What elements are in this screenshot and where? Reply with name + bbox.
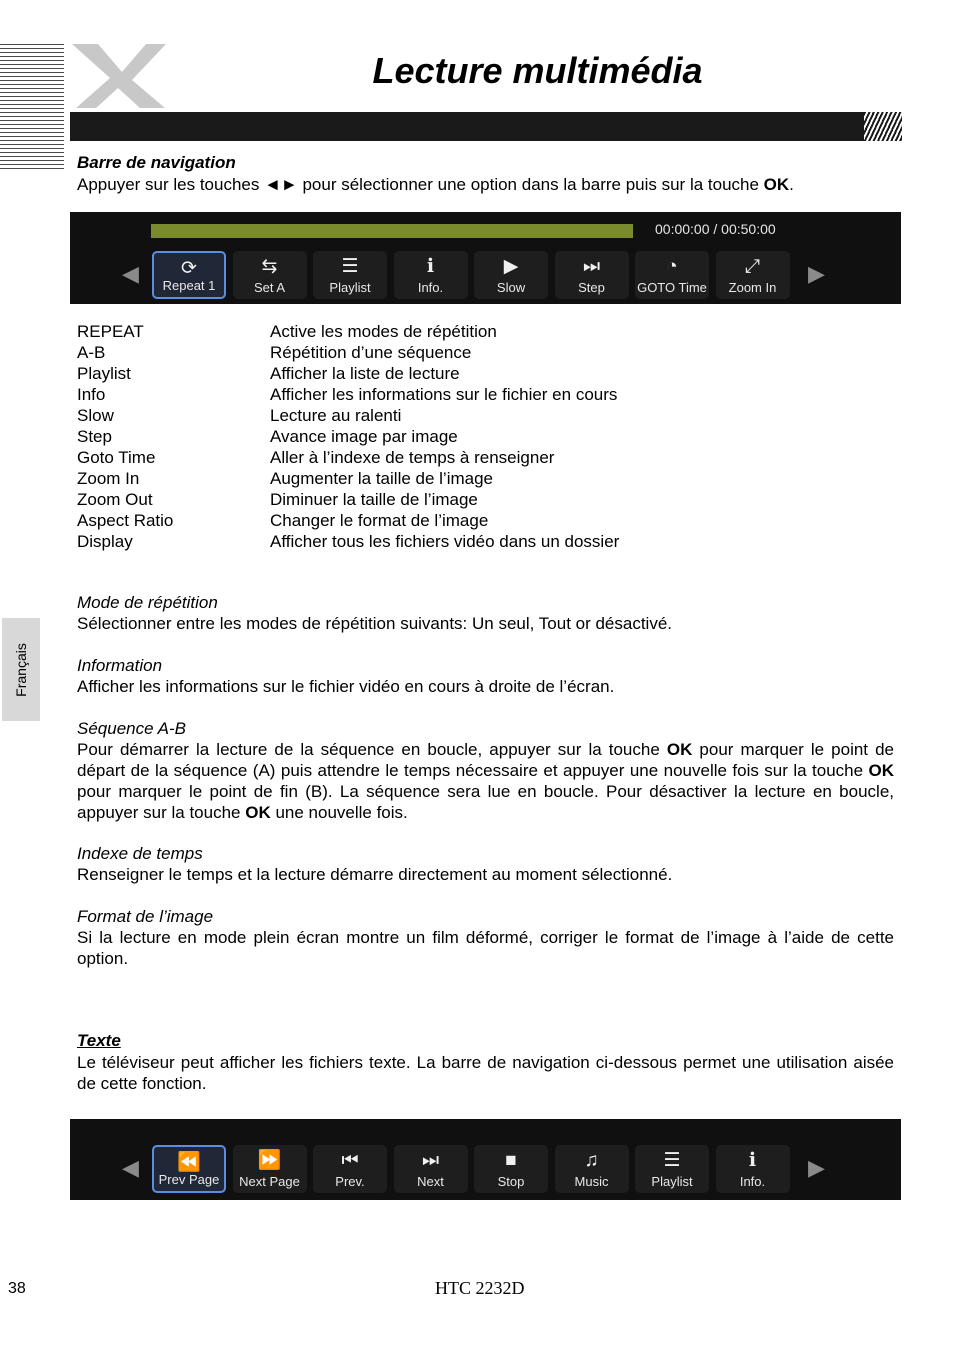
text-section-text: Le téléviseur peut afficher les fichiers texte. La barre de navigation ci-dessous permet une utilisation aisée de cette fonction.	[77, 1053, 894, 1093]
section-title-repeat: Mode de répétition	[77, 593, 218, 612]
definition-description: Active les modes de répétition	[270, 322, 497, 341]
nav-button-label: Next Page	[239, 1174, 300, 1189]
nav-button-goto-time[interactable]	[635, 251, 709, 299]
nav-button-prev[interactable]	[313, 1145, 387, 1193]
zoom-in-icon: ⤢	[744, 256, 761, 277]
playlist-icon: ☰	[663, 1150, 681, 1171]
definition-row	[77, 321, 877, 342]
definition-term: Slow	[77, 406, 114, 425]
definition-row	[77, 363, 877, 384]
nav-button-label: Info.	[739, 1174, 766, 1189]
definition-term: Info	[77, 385, 106, 404]
definition-term: Goto Time	[77, 448, 156, 467]
definition-term: Zoom In	[77, 469, 140, 488]
nav-button-next-page[interactable]	[233, 1145, 307, 1193]
definition-term: A-B	[77, 343, 106, 362]
definition-list	[77, 321, 877, 552]
clock-icon: ◔	[666, 256, 678, 277]
prev-page-icon: ⏪	[177, 1152, 201, 1173]
definition-row	[77, 342, 877, 363]
model-name: HTC 2232D	[435, 1278, 525, 1298]
definition-description: Afficher les informations sur le fichier en cours	[270, 385, 618, 404]
scroll-left-arrow-icon[interactable]: ◀	[122, 261, 139, 286]
definition-row	[77, 468, 877, 489]
nav-button-label: Set A	[253, 280, 286, 295]
definition-description: Diminuer la taille de l’image	[270, 490, 478, 509]
definition-row	[77, 405, 877, 426]
repeat-text: Sélectionner entre les modes de répétition suivants: Un seul, Tout or désactivé.	[77, 614, 673, 633]
definition-row	[77, 531, 877, 552]
prev-icon: ⏮	[341, 1150, 359, 1171]
playlist-icon: ☰	[341, 256, 359, 277]
definition-description: Afficher tous les fichiers vidéo dans un dossier	[270, 532, 620, 551]
ab-icon: ⇆	[261, 256, 278, 277]
nav-button-set-a[interactable]	[233, 251, 307, 299]
header-bar-hatch	[864, 112, 902, 141]
definition-term: REPEAT	[77, 322, 144, 341]
definition-term: Display	[77, 532, 133, 551]
nav-button-label: Repeat 1	[162, 278, 216, 293]
section-title-format: Format de l’image	[77, 907, 214, 926]
nav-button-label: Stop	[497, 1174, 525, 1189]
definition-description: Répétition d’une séquence	[270, 343, 472, 362]
info-icon: ℹ	[748, 1150, 757, 1171]
header-bar	[70, 112, 870, 141]
nav-button-repeat-1[interactable]	[152, 251, 226, 299]
page-number: 38	[8, 1280, 26, 1297]
nav-button-label: Slow	[496, 280, 526, 295]
page-title: Lecture multimédia	[372, 50, 703, 91]
definition-term: Zoom Out	[77, 490, 153, 509]
nav-button-stop[interactable]	[474, 1145, 548, 1193]
definition-row	[77, 510, 877, 531]
nav-button-label: Step	[578, 280, 605, 295]
nav-button-label: Prev Page	[158, 1172, 220, 1187]
definition-description: Aller à l’indexe de temps à renseigner	[270, 448, 555, 467]
scroll-right-arrow-icon[interactable]: ▶	[808, 1155, 825, 1180]
music-icon: ♫	[584, 1150, 599, 1171]
section-title-info: Information	[77, 656, 163, 675]
nav-button-label: GOTO Time	[637, 280, 707, 295]
definition-term: Aspect Ratio	[77, 511, 174, 530]
nav-button-zoom-in[interactable]	[716, 251, 790, 299]
definition-description: Lecture au ralenti	[270, 406, 402, 425]
definition-term: Playlist	[77, 364, 131, 383]
section-title-text: Texte	[77, 1031, 121, 1050]
definition-description: Afficher la liste de lecture	[270, 364, 460, 383]
nav-button-next[interactable]	[394, 1145, 468, 1193]
info-text: Afficher les informations sur le fichier vidéo en cours à droite de l’écran.	[77, 677, 615, 696]
section-title-time: Indexe de temps	[77, 844, 203, 863]
next-icon: ⏭	[421, 1150, 440, 1171]
nav-button-playlist[interactable]	[635, 1145, 709, 1193]
definition-description: Changer le format de l’image	[270, 511, 489, 530]
nav-button-label: Next	[417, 1174, 444, 1189]
nav-button-label: Music	[574, 1174, 609, 1189]
progress-bar	[151, 224, 633, 238]
definition-row	[77, 489, 877, 510]
nav-button-label: Playlist	[651, 1174, 693, 1189]
format-text: Si la lecture en mode plein écran montre un film déformé, corriger le format de l’image à l’aide de cette option.	[77, 928, 894, 968]
stop-icon: ■	[505, 1150, 517, 1171]
nav-button-info[interactable]	[716, 1145, 790, 1193]
definition-description: Augmenter la taille de l’image	[270, 469, 494, 488]
next-page-icon: ⏩	[257, 1150, 282, 1171]
timecode: 00:00:00 / 00:50:00	[655, 221, 776, 237]
text-navigation-bar	[70, 1119, 901, 1200]
scroll-left-arrow-icon[interactable]: ◀	[122, 1155, 139, 1180]
nav-button-label: Zoom In	[728, 280, 777, 295]
time-text: Renseigner le temps et la lecture démarre directement au moment sélectionné.	[77, 865, 673, 884]
language-tab: Français	[2, 618, 40, 721]
nav-button-music[interactable]	[555, 1145, 629, 1193]
definition-row	[77, 384, 877, 405]
section-title-navigation: Barre de navigation	[77, 153, 236, 172]
repeat-icon: ⟳	[181, 258, 197, 279]
definition-term: Step	[77, 427, 112, 446]
definition-row	[77, 426, 877, 447]
nav-button-info[interactable]	[394, 251, 468, 299]
definition-row	[77, 447, 877, 468]
nav-button-playlist[interactable]	[313, 251, 387, 299]
nav-button-prev-page[interactable]	[152, 1145, 226, 1193]
step-icon: ⏭	[582, 256, 601, 277]
section-title-ab: Séquence A-B	[77, 719, 186, 738]
nav-button-step[interactable]	[555, 251, 629, 299]
navigation-intro: Appuyer sur les touches ◄► pour sélectionner une option dans la barre puis sur la touche OK.	[77, 175, 794, 194]
nav-button-label: Info.	[417, 280, 444, 295]
nav-button-label: Prev.	[335, 1174, 365, 1189]
scroll-right-arrow-icon[interactable]: ▶	[808, 261, 825, 286]
header-stripes	[0, 44, 64, 172]
definition-description: Avance image par image	[270, 427, 458, 446]
info-icon: ℹ	[426, 256, 435, 277]
brand-logo	[70, 42, 170, 112]
slow-icon: ▶	[503, 256, 519, 277]
nav-button-slow[interactable]	[474, 251, 548, 299]
ab-text: Pour démarrer la lecture de la séquence en boucle, appuyer sur la touche OK pour marquer le point de départ de la séquence (A) puis attendre le temps nécessaire et appuyer une nouvelle fois sur la touche OK pour marquer le point de fin (B). La séquence sera lue en boucle. Pour désactiver la lecture en boucle, appuyer sur la touche OK une nouvelle fois.	[77, 740, 894, 822]
nav-button-label: Playlist	[329, 280, 371, 295]
